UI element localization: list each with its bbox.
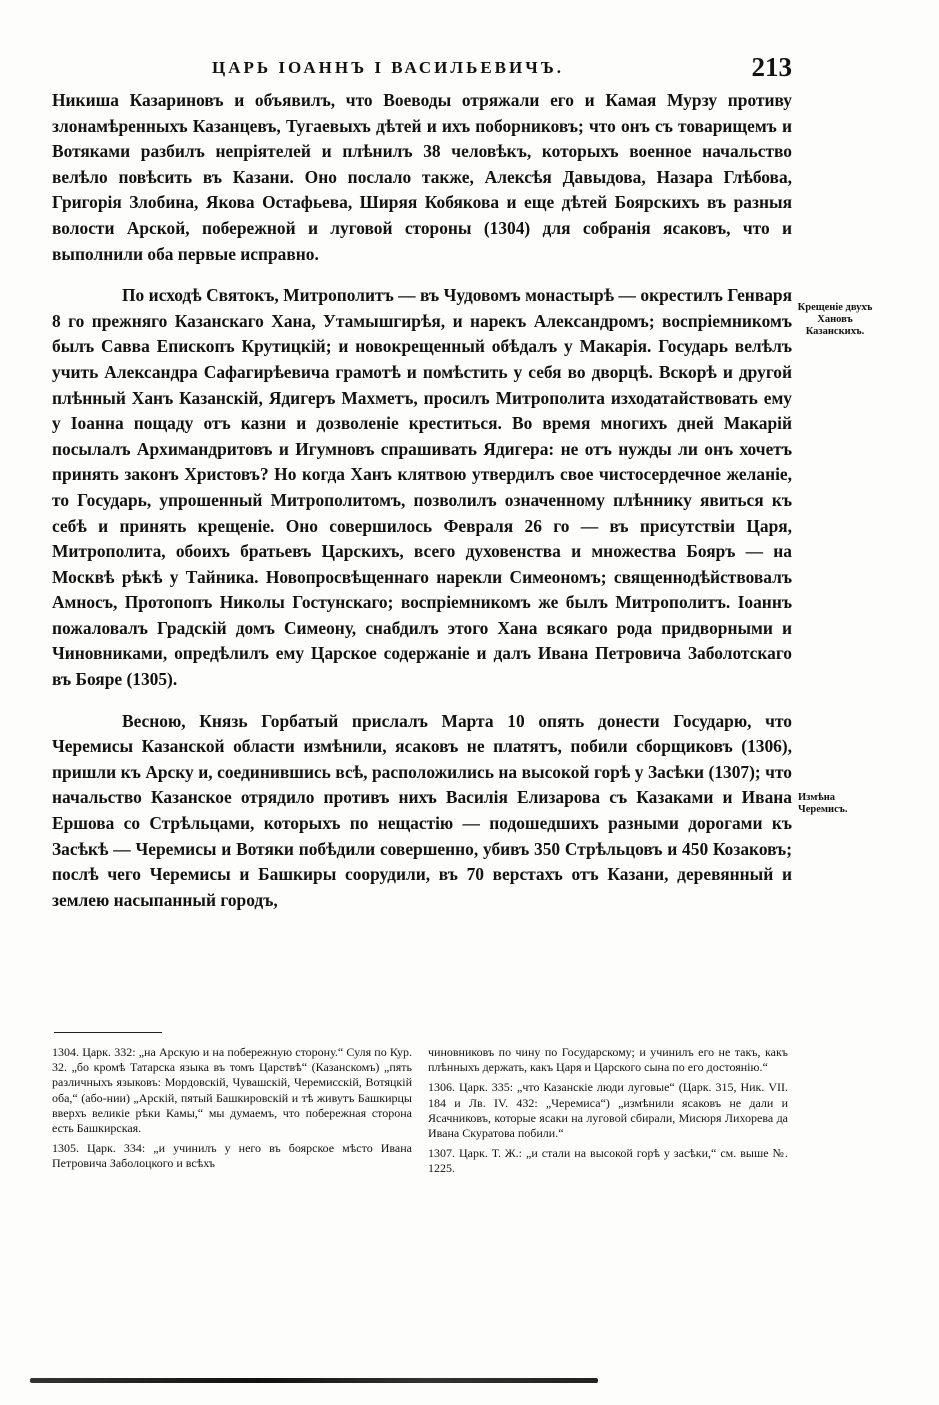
footnote-1305-continued: чиновниковъ по чину по Государскому; и учинилъ его не такъ, какъ плѣнныхъ держать, какъ Царя и Царского сына по его достоянію.“ — [428, 1045, 788, 1075]
footnote-column-right — [428, 1045, 788, 1182]
page-number: 213 — [751, 52, 792, 82]
footnote-1306: 1306. Царк. 335: „что Казанскіе люди луговые“ (Царк. 315, Ник. VII. 184 и Лв. IV. 432: „Черемиса“) „измѣнили ясаковъ не дали и Ясачниковъ, которые ясаки на луговой сбирали, Мисюря Лихорева да Ивана Скуратова побили.“ — [428, 1080, 788, 1141]
main-text — [52, 88, 792, 913]
footnotes — [52, 1045, 788, 1182]
paragraph-1: Никиша Казариновъ и объявилъ, что Воеводы отряжали его и Камая Мурзу противу злонамѣренныхъ Казанцевъ, Тугаевыхъ дѣтей и ихъ поборниковъ; что онъ съ товарищемъ и Вотяками разбилъ непріятелей и плѣнилъ 38 человѣкъ, которыхъ военное начальство велѣло повѣсить въ Казани. Оно послало также, Алексѣя Давыдова, Назара Глѣбова, Григорія Злобина, Якова Остафьева, Ширяя Кобякова и еще дѣтей Боярскихъ въ разныя волости Арской, побережной и луговой стороны (1304) для собранія ясаковъ, что и выполнили оба первые исправно. — [52, 90, 792, 264]
paragraph-2: По исходѣ Святокъ, Митрополитъ — въ Чудовомъ монастырѣ — окрестилъ Генваря 8 го прежняго Казанскаго Хана, Утамышгирѣя, и нарекъ Александромъ; воспріемникомъ былъ Савва Епископъ Крутицкій; и новокрещенный обѣдалъ у Макарія. Государь велѣлъ учить Александра Сафагирѣевича грамотѣ и помѣстить у себя во дворцѣ. Вскорѣ и другой плѣнный Ханъ Казанскій, Ядигеръ Махметъ, просилъ Митрополита изходатайствовать ему у Іоанна пощаду отъ казни и дозволеніе креститься. Во время многихъ дней Макарій посылалъ Архимандритовъ и Игумновъ спрашивать Ядигера: не отъ нужды ли онъ хочетъ принять законъ Христовъ? Но когда Ханъ клятвою утвердилъ свое чистосердечное желаніе, то Государь, упрошенный Митрополитомъ, позволилъ означенному плѣннику явиться къ себѣ и принять крещеніе. Оно совершилось Февраля 26 го — въ присутствіи Царя, Митрополита, обоихъ братьевъ Царскихъ, всего духовенства и множества Бояръ — на Москвѣ рѣкѣ у Тайника. Новопросвѣщеннаго нарекли Симеономъ; священнодѣйствовалъ Амносъ, Протопопъ Николы Гостунскаго; воспріемникомъ же былъ Митрополитъ. Іоаннъ пожаловалъ Градскій домъ Симеону, снабдилъ этого Хана всякаго рода придворными и Чиновниками, опредѣлилъ ему Царское содержаніе и далъ Ивана Петровича Заболотскаго въ Бояре (1305). — [52, 285, 792, 690]
margin-note-baptism: Крещеніе двухъ Хановъ Казанскихъ. — [797, 302, 873, 337]
margin-note-treason: Измѣна Черемисъ. — [798, 792, 848, 815]
footnote-rule — [54, 1032, 162, 1033]
scan-edge-bar — [30, 1378, 598, 1383]
footnote-1307: 1307. Царк. Т. Ж.: „и стали на высокой горѣ у засѣки,“ см. выше №. 1225. — [428, 1146, 788, 1176]
paragraph-3: Весною, Князь Горбатый прислалъ Марта 10 опять донести Государю, что Черемисы Казанской области измѣнили, ясаковъ не платятъ, побили сборщиковъ (1306), пришли къ Арску и, соединившись всѣ, расположились на высокой горѣ у Засѣки (1307); что начальство Казанское отрядило противъ нихъ Василія Елизарова съ Казаками и Ивана Ершова со Стрѣльцами, которыхъ по нещастію — подошедшихъ разными дорогами къ Засѣкѣ — Черемисы и Вотяки побѣдили совершенно, убивъ 350 Стрѣльцовъ и 450 Козаковъ; послѣ чего Черемисы и Башкиры соорудили, въ 70 верстахъ отъ Казани, деревянный и землею насыпанный городъ, — [52, 710, 792, 910]
footnote-1305: 1305. Царк. 334: „и учинилъ у него въ боярское мѣсто Ивана Петровича Заболоцкого и всѣхъ — [52, 1141, 412, 1171]
page-header — [52, 48, 792, 84]
footnote-column-left — [52, 1045, 412, 1182]
running-head: ЦАРЬ ІОАННЪ І ВАСИЛЬЕВИЧЪ. — [212, 58, 564, 77]
footnote-1304: 1304. Царк. 332: „на Арскую и на побережную сторону.“ Суля по Кур. 32. „бо кромѣ Татарска языка въ томъ Царствѣ“ (Казанскомъ) „пять различныхъ языковъ: Мордовскій, Чувашскій, Черемисскій, Вотяцкій оба,“ (або-нии) „Арскій, пятый Башкировскій и тѣ живутъ Башкирцы вверхъ великіе рѣки Камы,“ мы думаемъ, что побережная сторона есть Башкирская. — [52, 1045, 412, 1136]
